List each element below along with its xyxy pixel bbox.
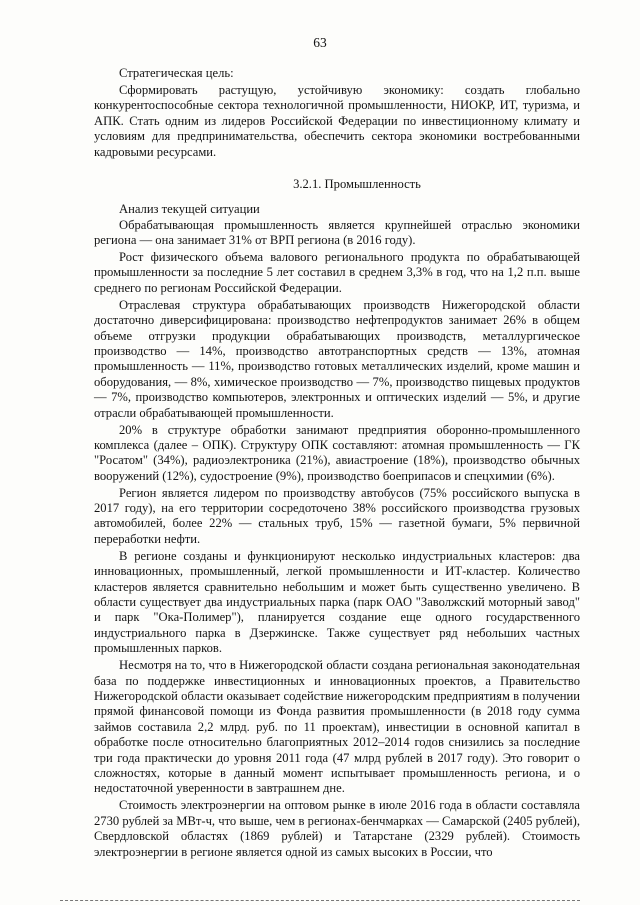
section-heading: 3.2.1. Промышленность (293, 176, 421, 191)
paragraph: Рост физического объема валового регионального продукта по обрабатывающей промышленности за последние 5 лет составил в среднем 3,3% в год, что на 1,2 п.п. выше среднего по регионам Российской Федерации. (94, 250, 580, 295)
section-subheading: Анализ текущей ситуации (119, 202, 260, 217)
paragraph: Обрабатывающая промышленность является крупнейшей отраслью экономики региона — она занимает 31% от ВРП региона (в 2016 году). (94, 217, 580, 248)
page-number: 63 (313, 35, 327, 50)
document-body (94, 66, 580, 860)
paragraph: Отраслевая структура обрабатывающих производств Нижегородской области достаточно диверсифицирована: производство нефтепродуктов занимает 26% в общем объеме отгрузки продукции обрабатывающих производств, металлургическое производство — 14%, производство автотранспортных средств — 13%, атомная промышленность — 11%, производство готовых металлических изделий, кроме машин и оборудования, — 8%, химическое производство — 7%, производство пищевых продуктов — 7%, производство компьютеров, электронных и оптических изделий — 5%, и другие отрасли обрабатывающей промышленности. (94, 297, 580, 420)
paragraph: 20% в структуре обработки занимают предприятия оборонно-промышленного комплекса (далее – ОПК). Структуру ОПК составляют: атомная промышленность — ГК "Росатом" (34%), радиоэлектроника (21%), авиастроение (18%), производство обычных вооружений (12%), судостроение (9%), производство боеприпасов и спецхимии (6%). (94, 422, 580, 483)
goal-label: Стратегическая цель: (119, 66, 234, 80)
paragraph: Несмотря на то, что в Нижегородской области создана региональная законодательная база по поддержке инвестиционных и инновационных проектов, а Правительство Нижегородской области оказывает содействие нижегородским предприятиям в получении прямой финансовой помощи из Фонда развития промышленности (в 2018 году сумма займов составила 2,2 млрд. руб. по 11 проектам), инвестиции в основной капитал в обработке после относительно благоприятных 2012–2014 годов снизились за последние три года практически до уровня 2011 года (47 млрд рублей в 2017 году). Это говорит о сложностях, которые в данный момент испытывает промышленность региона, и о недостаточной уверенности в завтрашнем дне. (94, 658, 580, 796)
paragraph: Стоимость электроэнергии на оптовом рынке в июле 2016 года в области составляла 2730 рублей за МВт-ч, что выше, чем в регионах-бенчмарках — Самарской (2405 рублей), Свердловской областях (1869 рублей) и Татарстане (2329 рублей). Стоимость электроэнергии в регионе является одной из самых высоких в России, что (94, 798, 580, 859)
paragraph: Регион является лидером по производству автобусов (75% российского выпуска в 2017 году), на его территории сосредоточено 38% российского производства грузовых автомобилей, более 22% — стальных труб, 15% — газетной бумаги, 5% первичной переработки нефти. (94, 485, 580, 546)
goal-text: Сформировать растущую, устойчивую экономику: создать глобально конкурентоспособные сектора технологичной промышленности, НИОКР, ИТ, туризма, и АПК. Стать одним из лидеров Российской Федерации по инвестиционному климату и условиям для предпринимательства, обеспечить сектора экономики востребованными кадровыми ресурсами. (94, 82, 580, 159)
spacer (94, 160, 580, 166)
scan-edge-marks (60, 900, 580, 905)
paragraph: В регионе созданы и функционируют несколько индустриальных кластеров: два инновационных, промышленный, легкой промышленности и ИТ-кластер. Количество кластеров является сравнительно небольшим и может быть существенно увеличено. В области существует два индустриальных парка (парк ОАО "Заволжский моторный завод" и парк "Ока-Полимер"), планируется создание еще одного государственного индустриального парка в Дзержинске. Также существует ряд небольших частных промышленных парков. (94, 548, 580, 656)
